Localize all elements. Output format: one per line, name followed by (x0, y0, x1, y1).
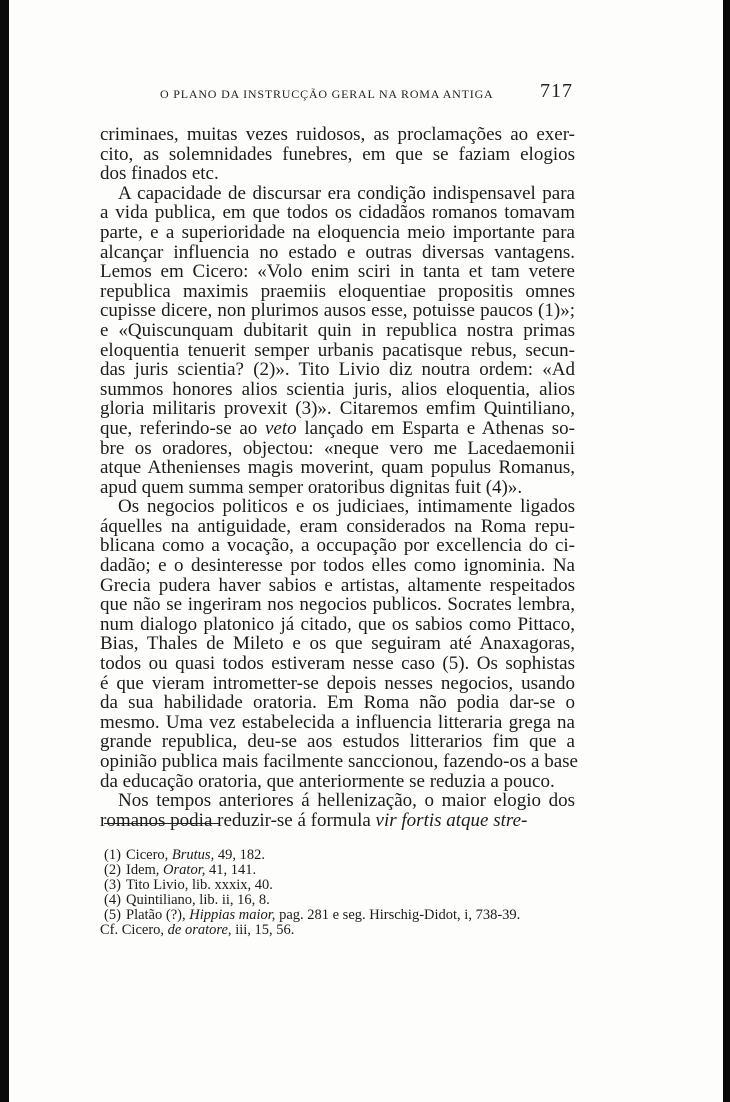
footnote-separator (104, 823, 219, 824)
text-line: blicana como a vocação, a occupação por excellencia do ci- (100, 535, 575, 557)
footnote-text: Cicero, (126, 847, 172, 863)
footnotes (100, 847, 584, 938)
text-line (100, 419, 575, 439)
footnote-italic: Orator, (163, 862, 206, 878)
text-line: mesmo. Uma vez estabelecida a influencia litteraria grega na (100, 711, 575, 733)
text-line: grande republica, deu-se aos estudos litterarios fim que a (100, 731, 575, 753)
text-line: Lemos em Cicero: «Volo enim sciri in tanta et tam vetere (100, 261, 575, 283)
text-line: apud quem summa semper oratoribus dignitas fuit (4)». (100, 476, 523, 498)
footnote-text: Cf. Cicero, (100, 922, 168, 938)
scan-border-left (0, 0, 9, 1102)
paragraph-1 (100, 125, 575, 184)
text-line: da educação oratoria, que anteriormente se reduzia a pouco. (100, 770, 555, 792)
text-line: das juris scientia? (2)». Tito Livio diz noutra ordem: «Ad (100, 359, 575, 381)
text-line: cupisse dicere, non plurimos ausos esse, potuisse paucos (1)»; (100, 300, 575, 322)
text-line: da sua habilidade oratoria. Em Roma não podia dar-se o (100, 692, 575, 714)
text-line: parte, e a superioridade na eloquencia meio importante para (100, 221, 575, 243)
text-line: cito, as solemnidades funebres, em que se faziam elogios (100, 143, 575, 165)
footnote-5 (104, 908, 584, 923)
text-line: num dialogo platonico já citado, que os sabios como Pittaco, (100, 613, 575, 635)
text-line: é que vieram intrometter-se depois nesses negocios, usando (100, 672, 575, 694)
text-line: que não se ingeriram nos negocios publicos. Socrates lembra, (100, 594, 575, 616)
text-line: Os negocios politicos e os judiciaes, intimamente ligados (118, 496, 575, 518)
footnote-number: (2) (104, 862, 121, 878)
italic-phrase: vir fortis atque stre- (375, 809, 528, 831)
text-line: e «Quiscunquam dubitarit quin in republica nostra primas (100, 319, 575, 341)
text-line: bre os oradores, objectou: «neque vero me Lacedaemonii (100, 437, 575, 459)
text-line: alcançar influencia no estado e outras diversas vantagens. (100, 241, 575, 263)
running-head-title: O PLANO DA INSTRUCÇÃO GERAL NA ROMA ANTIGA (160, 87, 494, 101)
text-line: dos finados etc. (100, 163, 219, 185)
footnote-italic: Hippias maior, (189, 907, 276, 923)
page-number: 717 (540, 80, 573, 102)
footnote-number: (1) (104, 847, 121, 863)
footnote-5-continuation (100, 923, 584, 938)
text-line: áquelles na antiguidade, eram considerados na Roma repu- (100, 515, 575, 537)
footnote-text: iii, 15, 56. (231, 922, 295, 938)
text-line: gloria militaris provexit (3)». Citaremos emfim Quintiliano, (100, 398, 575, 420)
footnote-italic: de oratore, (167, 922, 232, 938)
text-fragment: romanos podia reduzir-se á formula (100, 809, 376, 831)
text-line: Bias, Thales de Mileto e os que seguiram até Anaxagoras, (100, 633, 575, 655)
paragraph-3 (100, 496, 578, 792)
text-line: eloquentia tenuerit semper urbanis pacatisque rebus, secun- (100, 339, 575, 361)
footnote-text: Quintiliano, lib. ii, 16, 8. (126, 892, 270, 908)
scan-border-right (723, 0, 730, 1102)
footnote-text: Tito Livio, lib. xxxix, 40. (126, 877, 273, 893)
text-line: opinião publica mais facilmente sanccionou, fazendo-os a base (100, 751, 578, 772)
footnote-italic: Brutus, (171, 847, 215, 863)
text-line: todos ou quasi todos estiveram nesse caso (5). Os sophistas (100, 653, 575, 675)
text-fragment: que, referindo-se ao (100, 417, 265, 439)
footnote-number: (5) (104, 907, 121, 923)
footnote-number: (4) (104, 892, 121, 908)
text-line (100, 811, 575, 831)
text-line: a vida publica, em que todos os cidadãos romanos tomavam (100, 202, 575, 224)
text-line: A capacidade de discursar era condição indispensavel para (118, 182, 575, 204)
footnote-text: 41, 141. (205, 862, 257, 878)
text-line: dadão; e o desinteresse por todos elles como ignominia. Na (100, 555, 575, 577)
paragraph-4 (100, 791, 575, 830)
italic-word: veto (265, 417, 297, 439)
footnote-text: 49, 182. (214, 847, 265, 863)
footnote-4 (104, 893, 584, 908)
body-text (100, 124, 578, 831)
footnote-number: (3) (104, 877, 121, 893)
text-line: Nos tempos anteriores á hellenização, o maior elogio dos (118, 790, 575, 812)
footnote-3 (104, 878, 584, 893)
footnote-text: Idem, (126, 862, 164, 878)
footnote-2 (104, 863, 584, 878)
text-line: republica maximis praemiis eloquentiae propositis omnes (100, 280, 575, 302)
paragraph-2 (100, 184, 575, 498)
text-line: criminaes, muitas vezes ruidosos, as proclamações ao exer- (100, 124, 575, 145)
text-line: Grecia pudera haver sabios e artistas, altamente respeitados (100, 574, 575, 596)
text-line: atque Athenienses magis moverint, quam populus Romanus, (100, 457, 575, 479)
text-line: summos honores alios scientia juris, alios eloquentia, alios (100, 378, 575, 400)
text-fragment: lançado em Esparta e Athenas so- (296, 417, 575, 439)
footnote-1 (104, 848, 584, 863)
footnote-text: Platão (?), (126, 907, 190, 923)
footnote-text: pag. 281 e seg. Hirschig-Didot, i, 738-39. (275, 907, 521, 923)
